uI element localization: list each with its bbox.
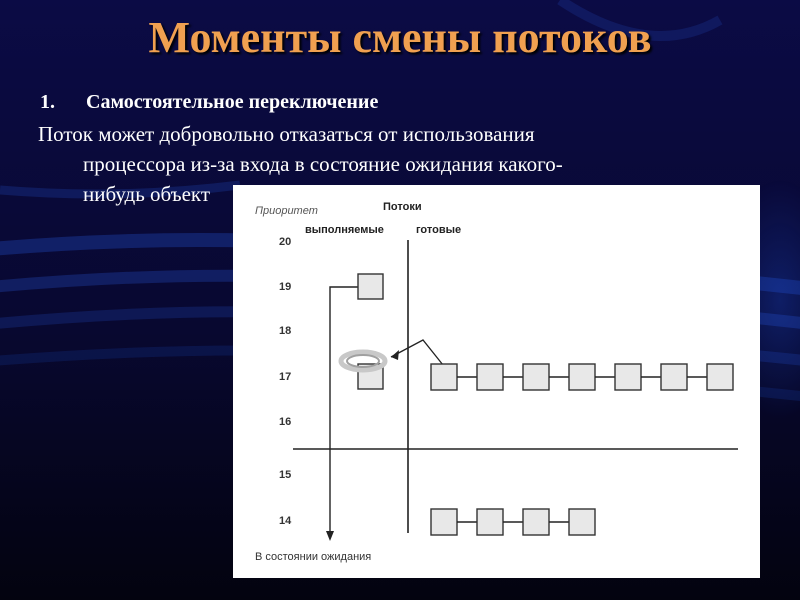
ready-thread-17-4 <box>569 364 595 390</box>
priority-16: 16 <box>279 416 292 428</box>
thread-priority-diagram <box>233 185 760 578</box>
body-line-2: процессора из-за входа в состояние ожидания какого- <box>83 152 563 176</box>
ready-thread-14-3 <box>523 509 549 535</box>
ready-thread-17-7 <box>707 364 733 390</box>
switch-arrowhead <box>391 350 399 360</box>
ready-thread-14-2 <box>477 509 503 535</box>
priority-19: 19 <box>279 281 292 293</box>
running-thread-19 <box>358 274 383 299</box>
priority-14: 14 <box>279 515 292 527</box>
threads-header: Потоки <box>383 201 422 213</box>
item-heading-text: Самостоятельное переключение <box>86 91 379 113</box>
switch-arrow <box>391 340 443 365</box>
ready-queue-14 <box>431 509 595 535</box>
body-line-3: нибудь объект <box>83 182 210 206</box>
ready-thread-17-6 <box>661 364 687 390</box>
waiting-label: В состоянии ожидания <box>255 551 372 563</box>
body-line-1: Поток может добровольно отказаться от использования <box>38 122 535 146</box>
priority-20: 20 <box>279 236 292 248</box>
ready-thread-17-5 <box>615 364 641 390</box>
priority-17: 17 <box>279 371 292 383</box>
running-header: выполняемые <box>305 224 384 236</box>
to-waiting-arrowhead <box>326 531 334 541</box>
ready-header: готовые <box>416 224 462 236</box>
ready-queue-17 <box>431 364 733 390</box>
diagram-canvas <box>233 185 760 578</box>
ready-thread-17-3 <box>523 364 549 390</box>
item-number: 1. <box>40 91 55 113</box>
ready-thread-17-1 <box>431 364 457 390</box>
priority-18: 18 <box>279 325 292 337</box>
priority-axis-label: Приоритет <box>255 205 318 217</box>
context-switch-ring <box>341 352 385 370</box>
to-waiting-arrow <box>330 287 360 535</box>
ready-thread-14-4 <box>569 509 595 535</box>
ready-thread-17-2 <box>477 364 503 390</box>
item-heading <box>40 91 378 114</box>
slide-title: Моменты смены потоков <box>148 13 652 62</box>
priority-15: 15 <box>279 469 292 481</box>
ready-thread-14-1 <box>431 509 457 535</box>
